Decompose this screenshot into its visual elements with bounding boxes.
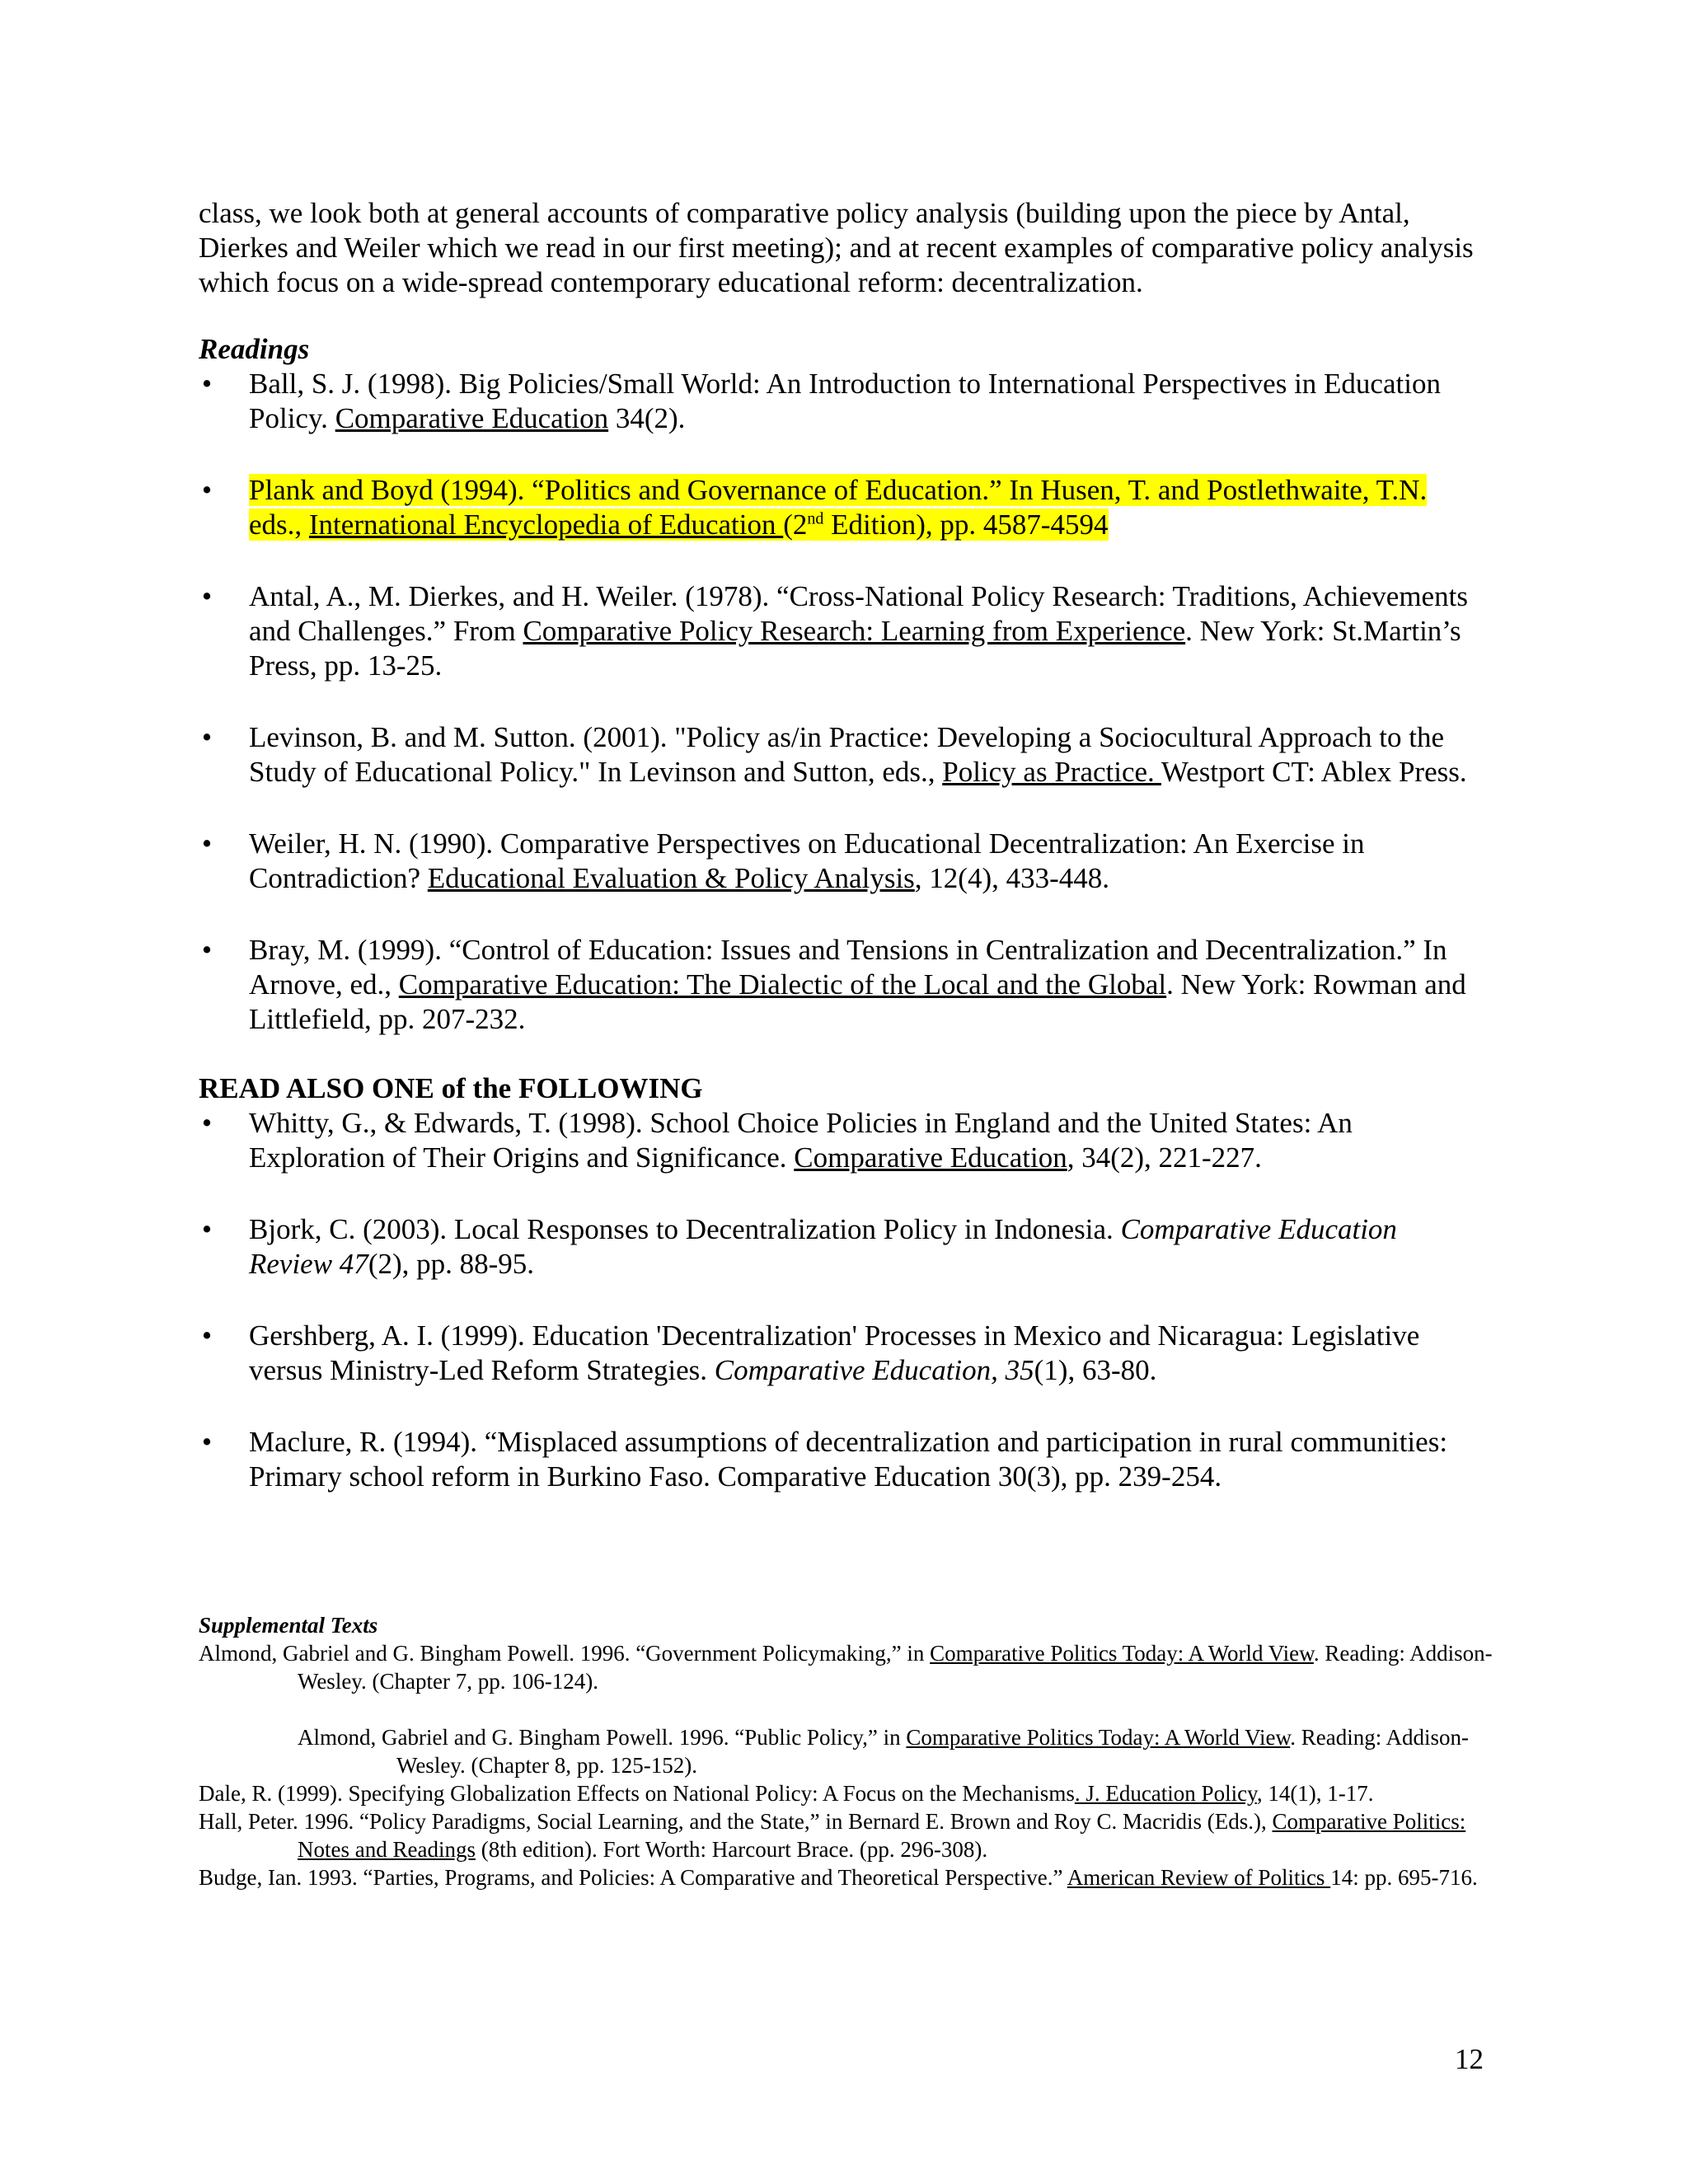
read-also-item: • Bjork, C. (2003). Local Responses to Decentralization Policy in Indonesia. Comparative Education Review 47(2), pp. 88-95. (199, 1212, 1484, 1282)
journal-title: American Review of Politics (1067, 1865, 1331, 1890)
journal-title: . J. Education Policy (1074, 1781, 1257, 1806)
journal-title: Comparative Politics Today: A World View (906, 1725, 1291, 1750)
read-also-heading: READ ALSO ONE of the FOLLOWING (199, 1072, 703, 1104)
bullet-icon: • (201, 1213, 213, 1245)
highlighted-text: Plank and Boyd (1994). “Politics and Governance of Education.” In Husen, T. and Postlethwaite, T.N. eds., International Encyclopedia of Education (2nd Edition), pp. 4587-4594 (249, 474, 1428, 541)
read-also-item: • Whitty, G., & Edwards, T. (1998). School Choice Policies in England and the United States: An Exploration of Their Origins and Significance. Comparative Education, 34(2), 221-227. (199, 1106, 1484, 1175)
reading-item: • Levinson, B. and M. Sutton. (2001). "Policy as/in Practice: Developing a Sociocultural Approach to the Study of Educational Policy." In Levinson and Sutton, eds., Policy as Practice. Westport CT: Ablex Press. (199, 720, 1484, 790)
supplemental-item: Budge, Ian. 1993. “Parties, Programs, and Policies: A Comparative and Theoretical Perspective.” American Review of Politics 14: pp. 695-716. (199, 1865, 1478, 1890)
bullet-icon: • (201, 580, 213, 612)
reading-item-highlighted (199, 473, 1484, 542)
supplemental-item: Hall, Peter. 1996. “Policy Paradigms, Social Learning, and the State,” in Bernard E. Brown and Roy C. Macridis (Eds.), Comparative Politics: Notes and Readings (8th edition). Fort Worth: Harcourt Brace. (pp. 296-308). (199, 1809, 1466, 1862)
readings-heading: Readings (199, 333, 310, 365)
journal-title: International Encyclopedia of Education (308, 509, 784, 541)
journal-title: Comparative Education (335, 402, 609, 434)
supplemental-heading: Supplemental Texts (199, 1613, 378, 1638)
journal-title: Comparative Politics Today: A World View (930, 1641, 1314, 1666)
bullet-icon: • (201, 934, 213, 966)
bullet-icon: • (201, 1319, 213, 1352)
journal-title: Comparative Education: The Dialectic of the Local and the Global (398, 968, 1167, 1001)
bullet-icon: • (201, 474, 213, 506)
read-also-list (199, 1106, 1484, 1494)
supplemental-section (199, 1611, 1501, 1891)
journal-title: Educational Evaluation & Policy Analysis (427, 862, 915, 894)
supplemental-item: Almond, Gabriel and G. Bingham Powell. 1996. “Public Policy,” in Comparative Politics Today: A World View. Reading: Addison-Wesley. (Chapter 8, pp. 125-152). (298, 1725, 1469, 1778)
bullet-icon: • (201, 827, 213, 860)
supplemental-item: Almond, Gabriel and G. Bingham Powell. 1996. “Government Policymaking,” in Comparative Politics Today: A World View. Reading: Addison-Wesley. (Chapter 7, pp. 106-124). (199, 1641, 1493, 1694)
journal-title: Comparative Education Review 47 (249, 1213, 1397, 1280)
bullet-icon: • (201, 1426, 213, 1458)
read-also-item: • Gershberg, A. I. (1999). Education 'Decentralization' Processes in Mexico and Nicaragua: Legislative versus Ministry-Led Reform Strategies. Comparative Education, 35(1), 63-80. (199, 1319, 1484, 1388)
journal-title: Comparative Politics: Notes and Readings (298, 1809, 1466, 1862)
bullet-icon: • (201, 368, 213, 400)
bullet-icon: • (201, 721, 213, 753)
journal-title: Comparative Policy Research: Learning from Experience (523, 615, 1186, 647)
bullet-icon: • (201, 1107, 213, 1139)
journal-title: Comparative Education, 35 (714, 1354, 1034, 1386)
read-also-item: • Maclure, R. (1994). “Misplaced assumptions of decentralization and participation in rural communities: Primary school reform in Burkino Faso. Comparative Education 30(3), pp. 239-254. (199, 1425, 1484, 1494)
reading-item: • Antal, A., M. Dierkes, and H. Weiler. (1978). “Cross-National Policy Research: Traditions, Achievements and Challenges.” From Comparative Policy Research: Learning from Experience. New York: St.Martin’s Press, pp. 13-25. (199, 579, 1484, 683)
journal-title: Policy as Practice. (942, 756, 1161, 788)
reading-item: • Weiler, H. N. (1990). Comparative Perspectives on Educational Decentralization: An Exercise in Contradiction? Educational Evaluation & Policy Analysis, 12(4), 433-448. (199, 827, 1484, 896)
page-number: 12 (1455, 2043, 1484, 2075)
journal-title: Comparative Education (794, 1141, 1067, 1174)
readings-list (199, 367, 1484, 1037)
main-content (199, 196, 1484, 1494)
reading-item: • Ball, S. J. (1998). Big Policies/Small World: An Introduction to International Perspectives in Education Policy. Comparative Education 34(2). (199, 367, 1484, 436)
intro-paragraph: class, we look both at general accounts of comparative policy analysis (building upon the piece by Antal, Dierkes and Weiler which we read in our first meeting); and at recent examples of comparative policy analysis which focus on a wide-spread contemporary educational reform: decentralization. (199, 197, 1474, 298)
supplemental-item: Dale, R. (1999). Specifying Globalization Effects on National Policy: A Focus on the Mechanisms. J. Education Policy, 14(1), 1-17. (199, 1781, 1374, 1806)
reading-item: • Bray, M. (1999). “Control of Education: Issues and Tensions in Centralization and Decentralization.” In Arnove, ed., Comparative Education: The Dialectic of the Local and the Global. New York: Rowman and Littlefield, pp. 207-232. (199, 933, 1484, 1037)
